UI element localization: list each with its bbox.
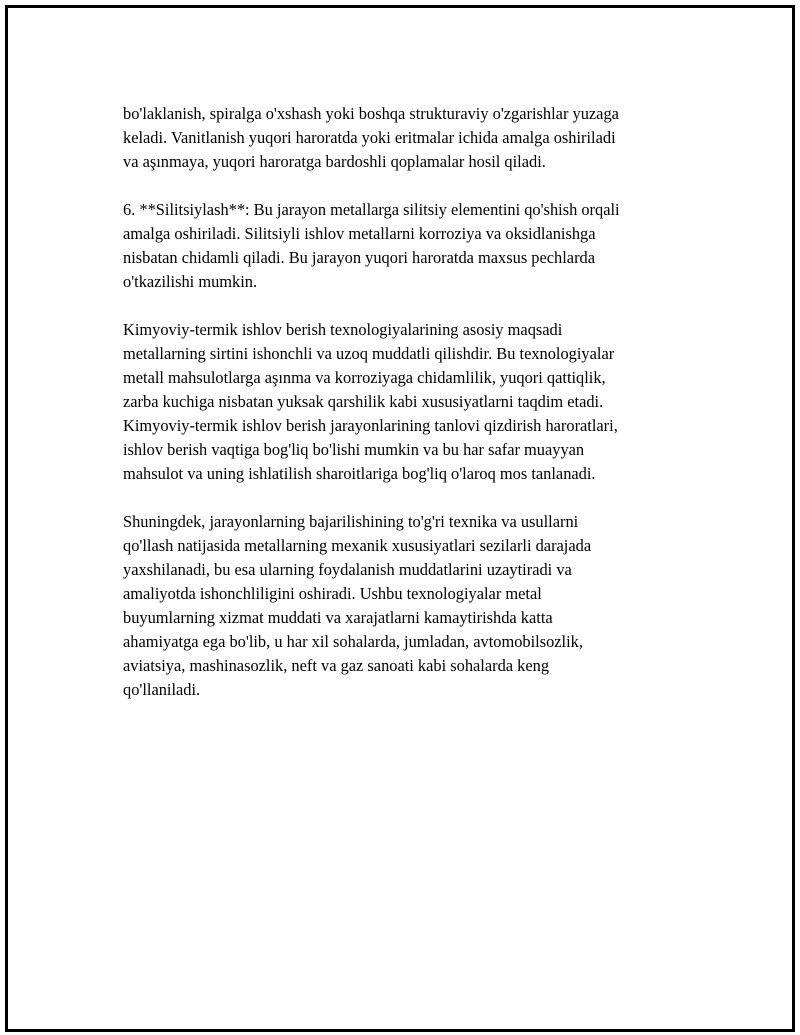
- text-line: metallarning sirtini ishonchli va uzoq muddatli qilishdir. Bu texnologiyalar: [123, 344, 615, 363]
- text-line: Kimyoviy-termik ishlov berish jarayonlarining tanlovi qizdirish haroratlari,: [123, 416, 618, 435]
- text-line: ahamiyatga ega bo'lib, u har xil sohalarda, jumladan, avtomobilsozlik,: [123, 632, 583, 651]
- paragraph-1: [123, 102, 703, 174]
- paragraph-2: [123, 198, 703, 294]
- text-line: metall mahsulotlarga aşınma va korroziyaga chidamlilik, yuqori qattiqlik,: [123, 368, 606, 387]
- text-line: amalga oshiriladi. Silitsiyli ishlov metallarni korroziya va oksidlanishga: [123, 224, 596, 243]
- text-line: nisbatan chidamli qiladi. Bu jarayon yuqori haroratda maxsus pechlarda: [123, 248, 595, 267]
- text-line: va aşınmaya, yuqori haroratga bardoshli qoplamalar hosil qiladi.: [123, 152, 546, 171]
- paragraph-3: [123, 318, 703, 486]
- text-line: Shuningdek, jarayonlarning bajarilishining to'g'ri texnika va usullarni: [123, 512, 579, 531]
- text-line: 6. **Silitsiylash**: Bu jarayon metallarga silitsiy elementini qo'shish orqali: [123, 200, 620, 219]
- text-line: aviatsiya, mashinasozlik, neft va gaz sanoati kabi sohalarda keng: [123, 656, 550, 675]
- text-line: amaliyotda ishonchliligini oshiradi. Ushbu texnologiyalar metal: [123, 584, 542, 603]
- text-line: buyumlarning xizmat muddati va xarajatlarni kamaytirishda katta: [123, 608, 553, 627]
- document-body: [123, 102, 703, 726]
- text-line: bo'laklanish, spiralga o'xshash yoki boshqa strukturaviy o'zgarishlar yuzaga: [123, 104, 619, 123]
- text-line: qo'llaniladi.: [123, 680, 201, 699]
- text-line: ishlov berish vaqtiga bog'liq bo'lishi mumkin va bu har safar muayyan: [123, 440, 585, 459]
- text-line: Kimyoviy-termik ishlov berish texnologiyalarining asosiy maqsadi: [123, 320, 563, 339]
- text-line: o'tkazilishi mumkin.: [123, 272, 258, 291]
- text-line: yaxshilanadi, bu esa ularning foydalanish muddatlarini uzaytiradi va: [123, 560, 572, 579]
- text-line: keladi. Vanitlanish yuqori haroratda yoki eritmalar ichida amalga oshiriladi: [123, 128, 616, 147]
- paragraph-4: [123, 510, 703, 702]
- text-line: zarba kuchiga nisbatan yuksak qarshilik kabi xususiyatlarni taqdim etadi.: [123, 392, 604, 411]
- text-line: mahsulot va uning ishlatilish sharoitlariga bog'liq o'laroq mos tanlanadi.: [123, 464, 596, 483]
- text-line: qo'llash natijasida metallarning mexanik xususiyatlari sezilarli darajada: [123, 536, 592, 555]
- page-frame: [5, 5, 795, 1032]
